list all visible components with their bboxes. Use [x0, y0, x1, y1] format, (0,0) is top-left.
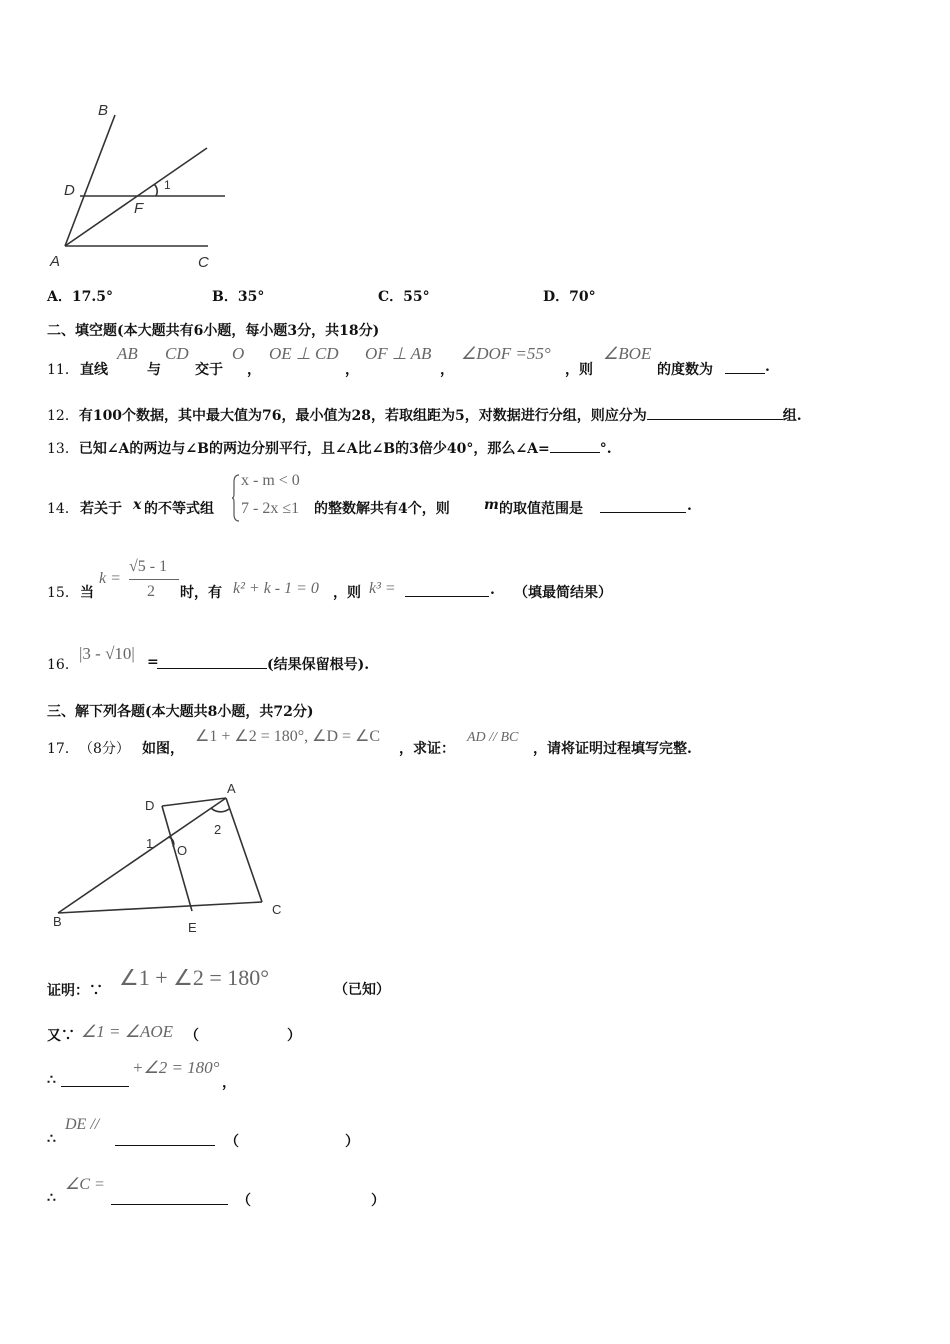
- option-c: C．55°: [378, 289, 430, 305]
- option-d: D．70°: [543, 289, 596, 305]
- answer-blank-14[interactable]: [600, 498, 686, 513]
- answer-blank-17-1[interactable]: [61, 1072, 129, 1087]
- answer-blank-17-3[interactable]: [111, 1190, 228, 1205]
- question-11: 11． 直线 AB 与 CD 交于 O ， OE ⊥ CD ， OF ⊥ AB ， ∠DOF =55° ，则 ∠BOE 的度数为 .: [47, 344, 770, 378]
- proof-line-4: ∴ DE // （ ）: [47, 1116, 359, 1150]
- angle-1-arc: [154, 184, 157, 196]
- line-ac: [226, 798, 262, 902]
- question-16: 16． |3 - √10| = (结果保留根号).: [47, 644, 370, 673]
- fraction-bar: [129, 579, 179, 580]
- goal-statement: AD // BC: [467, 730, 519, 745]
- label-b: B: [53, 914, 62, 929]
- label-o: O: [177, 843, 188, 858]
- line-ba: [58, 798, 226, 913]
- abs-expression: |3 - √10|: [79, 644, 135, 663]
- given-condition: ∠1 + ∠2 = 180°, ∠D = ∠C: [195, 728, 381, 745]
- section-2-title: 二、填空题(本大题共有6小题，每小题3分，共18分): [47, 323, 380, 339]
- label-d: D: [64, 182, 75, 199]
- question-13: 13．已知∠A的两边与∠B的两边分别平行，且∠A比∠B的3倍少40°，那么∠A= °.: [47, 438, 612, 458]
- proof-line-3: ∴ +∠2 = 180° ，: [47, 1058, 236, 1091]
- label-c: C: [198, 254, 209, 271]
- inequality-1: x - m < 0: [241, 472, 300, 489]
- fraction-numerator: √5 - 1: [129, 558, 168, 575]
- section-3-title: 三、解下列各题(本大题共8小题，共72分): [47, 704, 314, 720]
- inequality-2: 7 - 2x ≤1: [241, 500, 300, 517]
- line-de: [162, 806, 192, 911]
- line-af: [65, 148, 207, 246]
- label-a: A: [227, 781, 236, 796]
- answer-blank-11[interactable]: [725, 359, 765, 374]
- figure-angle-diagram: [40, 95, 240, 275]
- answer-blank-17-2[interactable]: [115, 1131, 215, 1146]
- label-2: 2: [214, 822, 222, 837]
- proof-line-1: 证明：∵ ∠1 + ∠2 = 180° （已知）: [47, 965, 390, 999]
- proof-line-2: 又∵ ∠1 = ∠AOE （ ）: [47, 1022, 301, 1044]
- figure-quadrilateral: [40, 775, 300, 935]
- label-1: 1: [164, 178, 171, 192]
- brace-icon: [231, 474, 241, 522]
- proof-line-5: ∴ ∠C = （ ）: [47, 1176, 385, 1209]
- answer-blank-13[interactable]: [550, 438, 600, 453]
- answer-blank-16[interactable]: [157, 654, 267, 669]
- label-a: A: [50, 253, 61, 270]
- label-c: C: [272, 902, 282, 917]
- angle-1-arc: [168, 837, 174, 847]
- reason-blank-4[interactable]: [245, 1131, 341, 1147]
- line-bc: [58, 902, 262, 913]
- question-17: 17． （8分） 如图， ∠1 + ∠2 = 180°, ∠D = ∠C ，求证： AD // BC ，请将证明过程填写完整.: [47, 728, 692, 757]
- answer-blank-12[interactable]: [647, 405, 783, 420]
- question-12: 12．有100个数据，其中最大值为76，最小值为28，若取组距为5，对数据进行分组，则应分为 组.: [47, 405, 802, 425]
- option-b: B．35°: [212, 289, 265, 305]
- angle-2-arc: [211, 808, 229, 812]
- reason-blank-5[interactable]: [257, 1190, 367, 1206]
- line-ab: [65, 115, 115, 246]
- label-b: B: [98, 102, 109, 119]
- answer-blank-15[interactable]: [405, 582, 489, 597]
- option-a: A．17.5°: [47, 289, 113, 305]
- reason-blank-2[interactable]: [205, 1025, 285, 1041]
- question-14: 14． 若关于 x 的不等式组 x - m < 0 7 - 2x ≤1 的整数解共有4个，则 m 的取值范围是 .: [47, 470, 927, 526]
- label-d: D: [145, 798, 155, 813]
- label-1: 1: [146, 836, 154, 851]
- label-f: F: [134, 200, 144, 217]
- fraction-denominator: 2: [147, 583, 155, 600]
- question-15: 15． 当 k = √5 - 1 2 时，有 k² + k - 1 = 0 ，则 k³ = . （填最简结果）: [47, 558, 612, 601]
- label-e: E: [188, 920, 197, 935]
